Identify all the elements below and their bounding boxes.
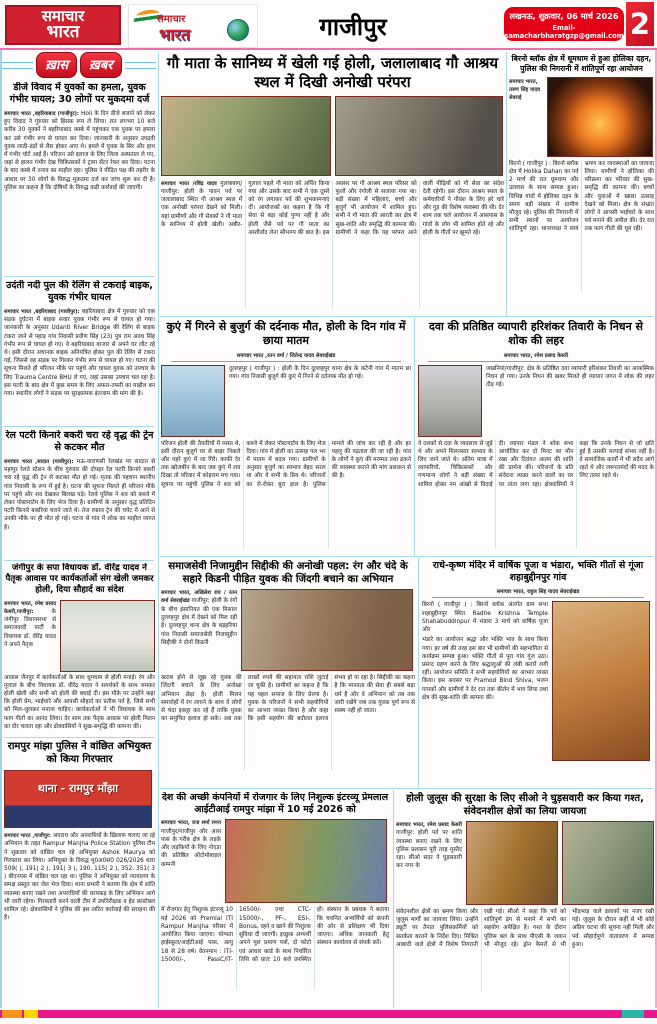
- photo-cow-shelter-people: [161, 96, 331, 176]
- headline: रेल पटरी किनारे बकरी चरा रहे वृद्ध की ट्रेन से कटकर मौत: [5, 430, 154, 454]
- article-job-interview: [161, 792, 389, 1006]
- article-well-death: [161, 320, 411, 554]
- body-text: भंडारे का आयोजन श्रद्धा और भक्ति भाव के साथ किया गया। हर वर्ष की तरह इस बार भी ग्रामीणों की सहभागिता से कार्यक्रम सम्पन्न हुआ। भक्ति गीतों से पूरा गांव गूंज उठा। प्रसाद ग्रहण करने के लिए श्रद्धालुओं की लंबी कतारें लगी रहीं। आयोजन समिति ने सभी सहयोगियों का आभार व्यक्त किया। इस अवसर पर Pramod Bind Shiva, भजन गायकों और ग्रामीणों ने देर रात तक कीर्तन में भाग लिया तथा क्षेत्र की सुख-शांति की कामना की।: [422, 637, 548, 701]
- column-rule: [158, 52, 159, 1008]
- masthead-line2: भारत: [46, 22, 80, 42]
- photo-patrol-street-2: [562, 821, 654, 905]
- column-rule: [418, 558, 419, 788]
- photo-trader-portrait: [418, 365, 482, 437]
- body-text: परिजन होली की तैयारियों में व्यस्त थे, इसी दौरान बुजुर्ग घर से बाहर निकले और गहरे कुएं में जा गिरे। काफी देर तक खोजबीन के बाद जब कुएं में शव दिखा तो परिवार में कोहराम मच गया। सूचना पर पहुंची पुलिस ने शव को कब्जे में लेकर पोस्टमार्टम के लिए भेज दिया। गांव में होली का उत्साह पल भर में मातम में बदल गया। ग्रामीणों के अनुसार बुजुर्ग का स्वभाव बेहद सरल था और वे सभी के प्रिय थे। परिजनों का रो-रोकर बुरा हाल है। पुलिस मामले की जांच कर रही है और हर पहलू की पड़ताल की जा रही है। गांव के लोगों ने कुएं की मरम्मत तथा ढकने की व्यवस्था कराने की मांग प्रशासन से की है।: [161, 440, 411, 488]
- band-rule: [160, 316, 654, 317]
- headline: समाजसेवी निजामुद्दीन सिद्दीकी की अनोखी पहल: रंग और चंदे के सहारे किडनी पीड़ित युवक की जिंदगी बचाने का अभियान: [168, 561, 408, 586]
- left-col-rule: [4, 276, 154, 277]
- masthead-logo: [5, 5, 121, 45]
- footer-square-yellow: [24, 1010, 38, 1018]
- headline: उदंती नदी पुल की रेलिंग से टकराई बाइक, युवक गंभीर घायल: [6, 280, 153, 304]
- edition-title: गाजीपुर: [319, 13, 387, 41]
- footer-square-teal: [622, 1010, 644, 1018]
- byline: समाचार भारत ,गाजीपुर:: [4, 833, 51, 839]
- left-edge-rule: [0, 50, 2, 1008]
- headline: गौ माता के सानिध्य में खेली गई होली, जलालाबाद गौ आश्रय स्थल में दिखी अनोखी परंपरा: [166, 54, 499, 91]
- photo-mla-holi: [60, 600, 155, 672]
- byline: समाचार भारत ,रतन वर्मा / जितेन्द्र यादव सेवराईखंड: [171, 350, 401, 362]
- byline: समाचार भारत ,बहरियाबाद (गाजीपुर):: [4, 110, 79, 117]
- body-text: वे दशकों से दवा के व्यवसाय से जुड़े थे और अपने मिलनसार स्वभाव के लिए जाने जाते थे। अंतिम यात्रा में व्यापारियों, चिकित्सकों और गणमान्य लोगों ने बड़ी संख्या में शामिल होकर नम आंखों से विदाई दी। व्यापार मंडल ने शोक सभा आयोजित कर दो मिनट का मौन रखा और दिवंगत आत्मा की शांति की प्रार्थना की। परिजनों के प्रति संवेदना व्यक्त करने वालों का घर पर तांता लगा रहा। क्षेत्रवासियों ने कहा कि उनके निधन से जो क्षति हुई है उसकी भरपाई संभव नहीं है। वे सामाजिक कार्यों में भी सदैव आगे रहते थे और जरूरतमंदों की मदद के लिए तत्पर रहते थे।: [418, 440, 654, 488]
- lead-text: गाजीपुर: होली के रंगों के बीच इंसानियत की एक मिसाल दुल्लहपुर क्षेत्र में देखने को मिल रही है। दुल्लहपुर थाना क्षेत्र के बड़हरिया गांव निवासी समाजसेवी निजामुद्दीन सिद्दीकी ने दोनों किडनी: [161, 598, 238, 646]
- body-text: मऊ-वाराणसी रेलखंड पर सादात से महापुर रेलवे स्टेशन के बीच गुरुवार की दोपहर रेल पटरी किनारे बकरी चरा रहे वृद्ध की ट्रेन से कटकर मौत हो गई। मृतक की पहचान स्थानीय गांव निवासी के रूप में हुई है। घटना की सूचना मिलते ही परिजन मौके पर पहुंचे और शव देखकर बिलख पड़े। रेलवे पुलिस ने शव को कब्जे में लेकर पोस्टमार्टम के लिए भेज दिया है। ग्रामीणों के अनुसार वृद्ध प्रतिदिन पटरी किनारे बकरियां चराने जाते थे। तेज रफ्तार ट्रेन की चपेट में आने से उनकी मौके पर ही मौत हो गई। घटना से गांव में शोक का माहौल व्याप्त है।: [4, 458, 155, 531]
- lead-text: बिरनो ( गाजीपुर ) : बिरनो ब्लॉक अंतर्गत ग्राम सभा शहाबुद्दीनपुर स्थित Radhe Krishna Temple Shahabuddinpur में भंडारा 3 मार्च को वार्षिक पूजा और: [422, 602, 548, 634]
- headline: होली जुलूस की सुरक्षा के लिए सीओ ने घुड़सवारी कर किया गश्त, संवेदनशील क्षेत्रों का लिया जायजा: [406, 793, 644, 817]
- body-text: गुलाबबाग/गाजीपुर: होली के पावन पर्व पर जलालाबाद स्थित गौ आश्रय स्थल में एक अनोखी परंपरा देखने को मिली। यहां ग्रामीणों और गौ सेवकों ने गौ माता के सानिध्य में होली खेली। अबीर-गुलाल पहले गौ माता को अर्पित किया गया और उसके बाद सभी ने एक दूसरे को रंग लगाकर पर्व की शुभकामनाएं दीं। आयोजकों का कहना है कि गौ सेवा से बड़ा कोई पुण्य नहीं है और होली जैसे पर्व पर गौ माता का आशीर्वाद लेना सौभाग्य की बात है। इस अवसर पर गौ आश्रय स्थल परिसर को फूलों और रंगोली से सजाया गया था। बड़ी संख्या में महिलाएं, बच्चे और बुजुर्ग भी आयोजन में शामिल हुए। सभी ने गौ माता की आरती कर क्षेत्र में सुख-शांति और समृद्धि की कामना की। ग्रामीणों ने कहा कि यह परंपरा आने वाली पीढ़ियों को गौ सेवा का संदेश देती रहेगी। इस दौरान आश्रय स्थल के कर्मचारियों ने गौवंश के लिए हरे चारे और गुड़ की विशेष व्यवस्था की थी। देर शाम तक चले आयोजन में आसपास के गांवों के लोग भी शामिल होते रहे और होली के गीतों पर झूमते रहे।: [161, 180, 504, 236]
- column-rule: [506, 52, 507, 316]
- article-kidney-campaign: [161, 560, 415, 786]
- photo-police-station-sign: [4, 770, 152, 828]
- column-rule: [414, 318, 415, 556]
- article-holi-patrol: [396, 792, 654, 1006]
- footer-square-orange: [2, 1010, 22, 1018]
- byline: समाचार भारत, तरुण सिंह यादव सेवराई: [509, 78, 541, 101]
- lead-text: के जंगीपुर विधानसभा से समाजवादी पार्टी के विधायक डॉ. वीरेंद्र यादव ने अपने पैतृक: [4, 608, 56, 648]
- body-text: अपराध और अपराधियों के खिलाफ चलाए जा रहे अभियान के तहत Rampur Manjha Police Station पुलिस टीम ने शुक्रवार को वांछित चल रहे अभियुक्त Ashok Maurya को गिरफ्तार कर लिया। अभियुक्त के विरुद्ध मु0अ0सं0 026/2026 धारा 509( ), 191( 2 ), 191( 3 ), 190, 115( 2 ), 352, 351( 3 ) बीएनएस में वांछित चल रहा था। पुलिस ने अभियुक्त को न्यायालय के समक्ष प्रस्तुत कर जेल भेज दिया। थाना प्रभारी ने बताया कि क्षेत्र में शांति व्यवस्था बनाए रखने तथा अपराधियों की धरपकड़ के लिए अभियान आगे भी जारी रहेगा। गिरफ्तारी करने वाली टीम में उपनिरीक्षक व हेड कांस्टेबल शामिल रहे। क्षेत्रवासियों ने पुलिस की इस त्वरित कार्रवाई की सराहना की है।: [4, 833, 155, 922]
- byline: समाचार भारत, रमेश प्रसाद केसरी,गाजीपुर:: [4, 600, 56, 615]
- globe-icon: [227, 19, 249, 41]
- left-col-rule: [4, 737, 154, 738]
- body-text: बहरियाबाद क्षेत्र में गुरुवार को एक सड़क दुर्घटना में बाइक सवार युवक गंभीर रूप से घायल हो गया। जानकारी के अनुसार Udanti River Bridge की रेलिंग से बाइक टकरा जाने से पहाड़ गांव निवासी प्रवीण सिंह (23) पुत्र राम अवध सिंह गंभीर रूप से घायल हो गए। वे बहरियाबाद बाजार से अपने घर लौट रहे थे। इसी दौरान अचानक बाइक अनियंत्रित होकर पुल की रेलिंग से टकरा गई, जिससे वह सड़क पर गिरकर गंभीर रूप से घायल हो गए। घटना की सूचना मिलते ही परिजन मौके पर पहुंचे और घायल युवक को उपचार के लिए Trauma Centre BHU ले गए, जहां उसका उपचार चल रहा है। इस पटरी के बाद क्षेत्र में कुछ समय के लिए अफरा-तफरी का माहौल बन गया। स्थानीय लोगों ने सड़क पर सुरक्षात्मक इंतजाम की मांग की है।: [4, 308, 155, 398]
- article-trader-death: [418, 320, 654, 554]
- article-dj-clash: [4, 82, 155, 274]
- byline: समाचार भारत ,सादात (गाजीपुर):: [4, 458, 74, 465]
- article-bridge-accident: [4, 280, 155, 424]
- photo-patrol-street-1: [466, 821, 558, 905]
- badge-rule-left: [2, 62, 33, 69]
- dateline-box: [504, 7, 624, 41]
- article-mla-holi: [4, 563, 155, 735]
- lead-text: दुल्लहपुर ( गाजीपुर ) : होली के दिन दुल्लहपुर थाना क्षेत्र के कटैनी गांव में मातम छा गया। गांव निवासी बुजुर्ग की कुएं में गिरने से दर्दनाक मौत हो गई।: [229, 365, 411, 380]
- page-number: 2: [626, 2, 654, 46]
- lead-text: गाजीपुर: होली पर्व पर शांति व्यवस्था बनाए रखने के लिए पुलिस प्रशासन पूरी तरह मुस्तैद रहा। सीओ सदर ने घुड़सवारी कर नगर के: [396, 830, 462, 870]
- byline: समाचार भारत, अखिलेश राय / रतन वर्मा सेवराईखंड: [161, 590, 237, 605]
- photo-holika-bonfire: [547, 77, 653, 157]
- band-rule: [160, 556, 654, 557]
- headline: दवा की प्रतिष्ठित व्यापारी हरिशंकर तिवारी के निधन से शोक की लहर: [429, 320, 643, 347]
- byline: समाचार भारत, रमेश प्रसाद केसरी: [396, 822, 462, 828]
- secondary-logo-line1: समाचार: [157, 14, 186, 25]
- police-station-sign-text: थाना - रामपुर माँझा: [37, 782, 119, 795]
- dateline: लखनऊ, शुक्रवार, 06 मार्च 2026: [509, 11, 619, 21]
- body-text: में रोजगार हेतु निशुल्क इंटरव्यू 10 मई 2026 को Premlal ITI Rampur Manjha परिसर में आयोजित किया जाएगा। योग्यता हाईस्कूल/आईटीआई पास, आयु 18 से 28 वर्ष। वेतनमान : ITI-15000/-, PassC/IT-16500/- तथा CTC-15000/-, PF-, ESI-, Bonus, रहने व खाने की निशुल्क सुविधा दी जाएगी। इच्छुक अभ्यर्थी अपने मूल प्रमाण पत्रों, दो फोटो एवं आधार कार्ड के साथ निर्धारित तिथि को प्रातः 10 बजे उपस्थित हों। संस्थान के प्रबंधक ने बताया कि चयनित अभ्यर्थियों को कंपनी की ओर से प्रशिक्षण भी दिया जाएगा। अधिक जानकारी हेतु संस्थान कार्यालय से संपर्क करें।: [161, 907, 389, 963]
- photo-cows: [335, 96, 503, 176]
- secondary-logo-line2: भारत: [159, 25, 191, 44]
- article-train-death: [4, 430, 155, 558]
- badge-word-1: ख़ास: [36, 52, 77, 78]
- article-police-arrest: [4, 740, 155, 1008]
- byline: समाचार भारत ,बहरियाबाद (गाजीपुर):: [4, 308, 80, 315]
- band-rule: [160, 788, 654, 789]
- byline: समाचार भारत /रविंद्र यादव: [161, 180, 217, 187]
- masthead-line1: समाचार: [41, 7, 85, 25]
- section-badge: [2, 52, 156, 78]
- photo-deceased-portrait: [161, 365, 225, 437]
- badge-word-2: ख़बर: [80, 52, 121, 78]
- body-text: Holi के दिन डीजे बजाने को लेकर हुए विवाद ने गुरुवार को हिंसक रूप ले लिया। रात लगभग 10 बजे करीब 30 युवकों ने बहरियाबाद कस्बे में पहुंचकर एक युवक पर हमला कर उसे गंभीर रूप से घायल कर दिया। जानकारी के अनुसार उपद्रवी युवक लाठी-डंडों से लैस होकर आए थे। हमले में युवक के सिर और हाथ में गंभीर चोटें आई हैं। परिजन उसे इलाज के लिए जिला अस्पताल ले गए, जहां से हालत गंभीर देख चिकित्सकों ने ट्रामा सेंटर रेफर कर दिया। घटना के बाद कस्बे में तनाव का माहौल रहा। पुलिस ने पीड़ित पक्ष की तहरीर के आधार पर 30 लोगों के विरुद्ध मुकदमा दर्ज कर जांच शुरू कर दी है। पुलिस का कहना है कि दोषियों के विरुद्ध कड़ी कार्रवाई की जाएगी।: [4, 110, 155, 191]
- left-col-rule: [4, 426, 154, 427]
- secondary-logo: [128, 4, 258, 48]
- body-text: आवास जैनपुर में कार्यकर्ताओं के साथ धूमधाम से होली मनाई। रंग और गुलाल के बीच विधायक डॉ. वीरेंद्र यादव ने समर्थकों के साथ जमकर होली खेली और सभी को होली की बधाई दी। इस मौके पर उन्होंने कहा कि होली प्रेम, भाईचारे और आपसी सौहार्द का प्रतीक पर्व है, जिसे सभी को मिल-जुलकर मनाना चाहिए। कार्यकर्ताओं ने भी विधायक के साथ फाग गीतों का आनंद लिया। देर शाम तक पैतृक आवास पर होली मिलन का दौर चलता रहा और क्षेत्रवासियों ने सुख-समृद्धि की कामना की।: [4, 674, 155, 730]
- photo-interview-crowd: [225, 819, 387, 903]
- photo-campaign-group: [241, 589, 413, 671]
- body-text: बिरनो ( गाजीपुर ) : बिरनो ब्लॉक क्षेत्र में Holika Dahan का पर्व 2 मार्च की रात धूमधाम और उल्लास के साथ सम्पन्न हुआ। विभिन्न गांवों में होलिका दहन के समय बड़ी संख्या में ग्रामीण मौजूद रहे। पुलिस की निगरानी में सभी स्थानों पर आयोजन शांतिपूर्ण रहा। थानाध्यक्ष ने स्वयं भ्रमण कर व्यवस्थाओं का जायजा लिया। ग्रामीणों ने होलिका की परिक्रमा कर परिवार की सुख-समृद्धि की कामना की। बच्चों और युवाओं में खासा उत्साह देखने को मिला। क्षेत्र के संभ्रांत लोगों ने आपसी भाईचारे के साथ पर्व मनाने की अपील की। देर रात तक फाग गीतों की धूम रही।: [509, 160, 654, 233]
- article-gau-mata: [161, 54, 504, 314]
- byline: समाचार भारत, राहुल सिंह यादव सेवराईखंड: [432, 586, 644, 598]
- headline: राधे-कृष्ण मंदिर में वार्षिक पूजा व भंडारा, भक्ति गीतों से गूंजा शहाबुद्दीनपुर गांव: [432, 560, 644, 584]
- headline: रामपुर मांझा पुलिस ने वांछित अभियुक्त को किया गिरफ्तार: [7, 741, 152, 765]
- lead-text: गाजीपुर/गाजीपुर और आस पास के गरीब क्षेत्र के लड़के और लड़कियों के लिए नोएडा की प्रतिष्ठित ऑटोमोबाइल कम्पनी: [161, 828, 221, 868]
- header-divider: [0, 48, 657, 50]
- column-rule: [393, 790, 394, 1008]
- footer-strip: [0, 1010, 657, 1018]
- badge-rule-right: [125, 62, 156, 69]
- headline: जंगीपुर के सपा विधायक डॉ. वीरेंद्र यादव ने पैतृक आवास पर कार्यकर्ताओं संग खेली जमकर होली, दिया सौहार्द का संदेश: [5, 563, 154, 596]
- byline: समाचार भारत, राज शर्मा रमना: [161, 820, 221, 827]
- headline: देश की अच्छी कंपनियों में रोजगार के लिए निशुल्क इंटरव्यू प्रेमलाल आईटीआई रामपुर मांझा में 10 मई 2026 को: [161, 792, 389, 816]
- headline: कुएं में गिरने से बुजुर्ग की दर्दनाक मौत, होली के दिन गांव में छाया मातम: [166, 320, 406, 347]
- body-text: संवेदनशील क्षेत्रों का भ्रमण किया और जुलूस मार्गों का जायजा लिया। उन्होंने ड्यूटी पर तैनात पुलिसकर्मियों को सतर्कता बरतने के निर्देश दिए। मिश्रित आबादी वाले क्षेत्रों में विशेष निगरानी रखी गई। सीओ ने कहा कि पर्व को शांतिपूर्ण ढंग से मनाने में सभी का सहयोग अपेक्षित है। गश्त के दौरान पुलिस बल के साथ पीएसी के जवान भी मौजूद रहे। ड्रोन कैमरों से भी भीड़भाड़ वाले इलाकों पर नजर रखी गई। जुलूस के दौरान कहीं से भी कोई अप्रिय घटना की सूचना नहीं मिली और पर्व सौहार्दपूर्ण वातावरण में सम्पन्न हुआ।: [396, 909, 654, 948]
- headline: डीजे विवाद में युवकों का हमला, युवक गंभीर घायल; 30 लोगों पर मुकदमा दर्ज: [9, 82, 150, 106]
- photo-temple-bhandara: [552, 601, 650, 761]
- body-text: खराब होने से जूझ रहे युवक की जिंदगी बचाने के लिए अनोखा अभियान छेड़ा है। होली मिलन समारोहों में रंग लगाने के साथ वे लोगों से चंदा इकट्ठा कर रहे हैं ताकि युवक का समुचित इलाज हो सके। अब तक लाखों रुपये की सहायता राशि जुटाई जा चुकी है। ग्रामीणों का कहना है कि यह पहल समाज के लिए प्रेरणा है। युवक के परिजनों ने सभी सहयोगियों का आभार व्यक्त किया है और कहा कि इसी सहयोग की बदौलत इलाज संभव हो पा रहा है। सिद्दीकी का कहना है कि मानवता की सेवा ही सबसे बड़ा धर्म है और वे अभियान को तब तक जारी रखेंगे जब तक युवक पूर्ण रूप से स्वस्थ नहीं हो जाता।: [161, 675, 415, 723]
- headline: बिरनो ब्लॉक क्षेत्र में धूमधाम से हुआ होलिका दहन, पुलिस की निगरानी में शांतिपूर्ण रहा आयोजन: [511, 54, 652, 73]
- article-holika-dahan: [509, 54, 654, 314]
- byline: समाचार भारत, रमेश प्रसाद केसरी: [428, 350, 644, 362]
- lead-text: जखनियां/गाजीपुर: क्षेत्र के प्रतिष्ठित दवा व्यापारी हरिशंकर तिवारी का आकस्मिक निधन हो गया। उनके निधन की खबर मिलते ही व्यापार जगत में शोक की लहर दौड़ गई।: [486, 365, 654, 388]
- article-temple-bhandara: [422, 560, 654, 786]
- email: Email-samacharbharatgzp@gmail.com: [504, 24, 624, 40]
- left-col-rule: [4, 560, 154, 561]
